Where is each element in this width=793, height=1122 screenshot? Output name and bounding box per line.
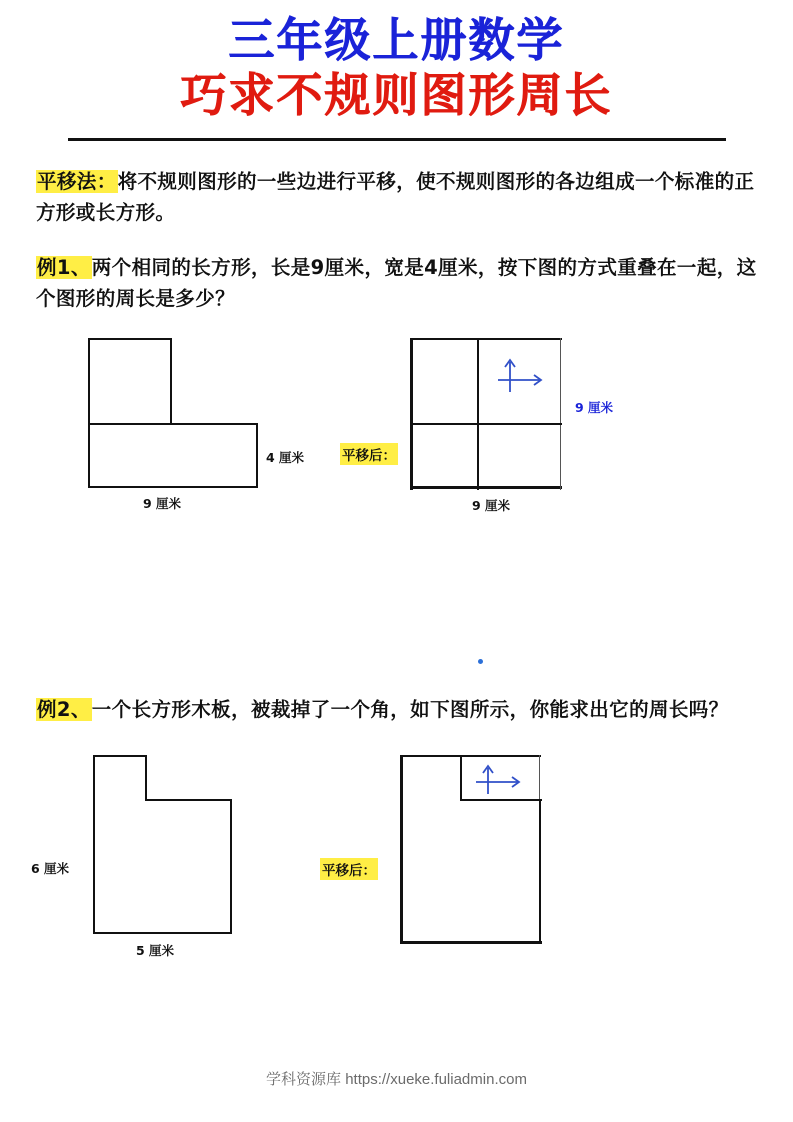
- figure-line: [539, 755, 540, 801]
- figure-line: [88, 338, 172, 340]
- title-line-2: 巧求不规则图形周长: [180, 67, 613, 122]
- example2-transform-tag: 平移后：: [320, 858, 378, 880]
- figure-bottom-label: 9 厘米: [143, 496, 182, 511]
- figure-bottom-label: 5 厘米: [136, 943, 175, 958]
- figure-line: [88, 423, 258, 425]
- example1-label: 例1、: [37, 256, 91, 279]
- example1-text: 两个相同的长方形，长是9厘米，宽是4厘米，按下图的方式重叠在一起，这个图形的周长是多少？: [36, 256, 757, 310]
- figure-line: [400, 941, 542, 944]
- example2-left-figure: [31, 755, 313, 958]
- figure-line: [170, 338, 172, 425]
- figure-line: [539, 799, 541, 943]
- figure-line: [410, 338, 562, 340]
- example2-paragraph: [36, 694, 762, 725]
- figure-line: [93, 755, 147, 757]
- figure-line: [88, 423, 90, 488]
- example2-right-figure: [400, 755, 620, 955]
- method-paragraph: [36, 166, 762, 228]
- example1-paragraph: [36, 252, 762, 314]
- example1-left-figure: [88, 338, 328, 518]
- figure-line: [88, 486, 258, 488]
- figure-line: [145, 755, 147, 801]
- example2-text: 一个长方形木板，被裁掉了一个角，如下图所示，你能求出它的周长吗？: [91, 698, 729, 721]
- figure-line: [560, 338, 561, 490]
- figure-line: [145, 799, 232, 801]
- figure-line: [88, 338, 90, 425]
- page-title: [0, 14, 793, 122]
- title-divider: [68, 138, 726, 141]
- figure-line: [477, 338, 479, 490]
- cursor-dot: [478, 659, 483, 664]
- example1-right-figure: [410, 338, 660, 518]
- watermark: 学科资源库 https://xueke.fuliadmin.com: [266, 1071, 527, 1088]
- title-line-1: 三年级上册数学: [228, 13, 565, 67]
- figure-line: [410, 338, 413, 490]
- figure-line: [400, 755, 541, 757]
- method-label: 平移法：: [37, 170, 117, 193]
- method-text: 将不规则图形的一些边进行平移，使不规则图形的各边组成一个标准的正方形或长方形。: [36, 170, 755, 224]
- figure-line: [410, 423, 562, 425]
- example2-label: 例2、: [37, 698, 91, 721]
- figure-side-label: 9 厘米: [575, 400, 614, 415]
- figure-line: [256, 423, 258, 488]
- translate-arrow-icon: [492, 354, 554, 407]
- figure-line: [400, 755, 403, 943]
- figure-line: [410, 486, 562, 489]
- figure-right-label: 4 厘米: [266, 450, 305, 465]
- translate-arrow-icon: [470, 760, 532, 807]
- figure-line: [460, 755, 462, 801]
- figure-line: [230, 799, 232, 934]
- example1-transform-tag: 平移后：: [340, 443, 398, 465]
- figure-bottom-label: 9 厘米: [472, 498, 511, 513]
- figure-line: [93, 932, 232, 934]
- figure-left-label: 6 厘米: [31, 861, 70, 876]
- figure-line: [93, 755, 95, 934]
